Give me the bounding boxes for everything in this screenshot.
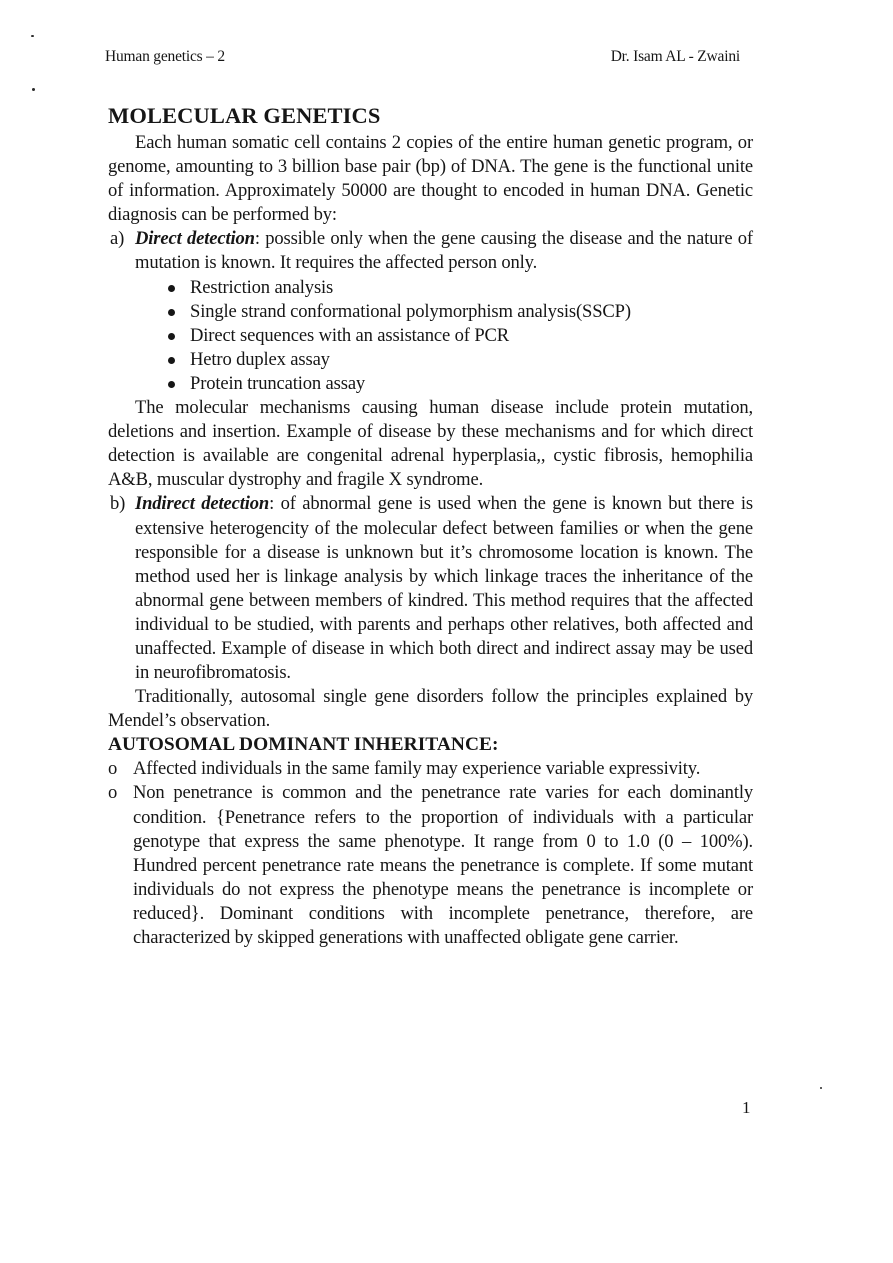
scan-speck xyxy=(820,1087,822,1089)
direct-detection-item xyxy=(108,227,753,275)
page-number: 1 xyxy=(742,1098,751,1117)
direct-methods-list xyxy=(108,276,753,396)
circle-bullet-icon: o xyxy=(108,782,118,804)
list-item: Direct sequences with an assistance of PCR xyxy=(162,324,753,348)
scan-speck xyxy=(32,88,35,91)
item-marker-b: b) xyxy=(110,493,126,515)
list-item: Restriction analysis xyxy=(162,276,753,300)
bullet-icon xyxy=(168,309,175,316)
indirect-detection-text: : of abnormal gene is used when the gene is known but there is extensive heterogencity of the molecular defect between families or when the gene responsible for a disease is unknown but it’s chromosome location is known. The method used her is linkage analysis by which linkage traces the inheritance of the abnormal gene between members of kindred. This method requires that the affected individual to be studied, with parents and perhaps other relatives, both affected and unaffected. Example of disease in which both direct and indirect assay may be used in neurofibromatosis. xyxy=(135,493,754,684)
intro-paragraph: Each human somatic cell contains 2 copies of the entire human genetic program, or genome, amounting to 3 billion base pair (bp) of DNA. The gene is the functional unite of information. Approximately 50000 are thought to encoded in human DNA. Genetic diagnosis can be performed by: xyxy=(108,132,753,226)
direct-detection-term: Direct detection xyxy=(135,228,255,250)
indirect-detection-item xyxy=(108,492,753,685)
list-item: Single strand conformational polymorphism analysis(SSCP) xyxy=(162,300,753,324)
indirect-detection-term: Indirect detection xyxy=(135,493,270,515)
list-item: Protein truncation assay xyxy=(162,372,753,396)
bullet-icon xyxy=(168,381,175,388)
bullet-icon xyxy=(168,357,175,364)
scan-speck xyxy=(31,35,34,37)
list-item: o Affected individuals in the same family may experience variable expressivity. xyxy=(108,757,753,781)
running-header-author: Dr. Isam AL - Zwaini xyxy=(610,48,740,65)
item-marker-a: a) xyxy=(110,228,125,250)
list-item: o Non penetrance is common and the penetrance rate varies for each dominantly condition. {Penetrance refers to the proportion of individuals with a particular genotype that express the same phenotype. It range from 0 to 1.0 (0 – 100%). Hundred percent penetrance rate means the penetrance is complete. If some mutant individuals do not express the phenotype means the penetrance is incomplete or reduced}. Dominant conditions with incomplete penetrance, therefore, are characterized by skipped generations with unaffected obligate gene carrier. xyxy=(108,782,753,948)
bullet-icon xyxy=(168,333,175,340)
autosomal-dominant-heading: AUTOSOMAL DOMINANT INHERITANCE: xyxy=(108,734,499,756)
traditionally-paragraph: Traditionally, autosomal single gene disorders follow the principles explained by Mendel’s observation. xyxy=(108,686,753,732)
mechanisms-paragraph: The molecular mechanisms causing human disease include protein mutation, deletions and insertion. Example of disease by these mechanisms and for which direct detection is available are congenital adrenal hyperplasia,, cystic fibrosis, hemophilia A&B, muscular dystrophy and fragile X syndrome. xyxy=(108,397,753,491)
list-item: Hetro duplex assay xyxy=(162,348,753,372)
circle-bullet-icon: o xyxy=(108,758,118,780)
page-title: MOLECULAR GENETICS xyxy=(108,103,381,128)
direct-detection-text: : possible only when the gene causing the disease and the nature of mutation is known. It requires the affected person only. xyxy=(135,228,753,274)
running-header-course: Human genetics – 2 xyxy=(105,48,225,65)
page-body xyxy=(108,103,753,950)
bullet-icon xyxy=(168,285,175,292)
